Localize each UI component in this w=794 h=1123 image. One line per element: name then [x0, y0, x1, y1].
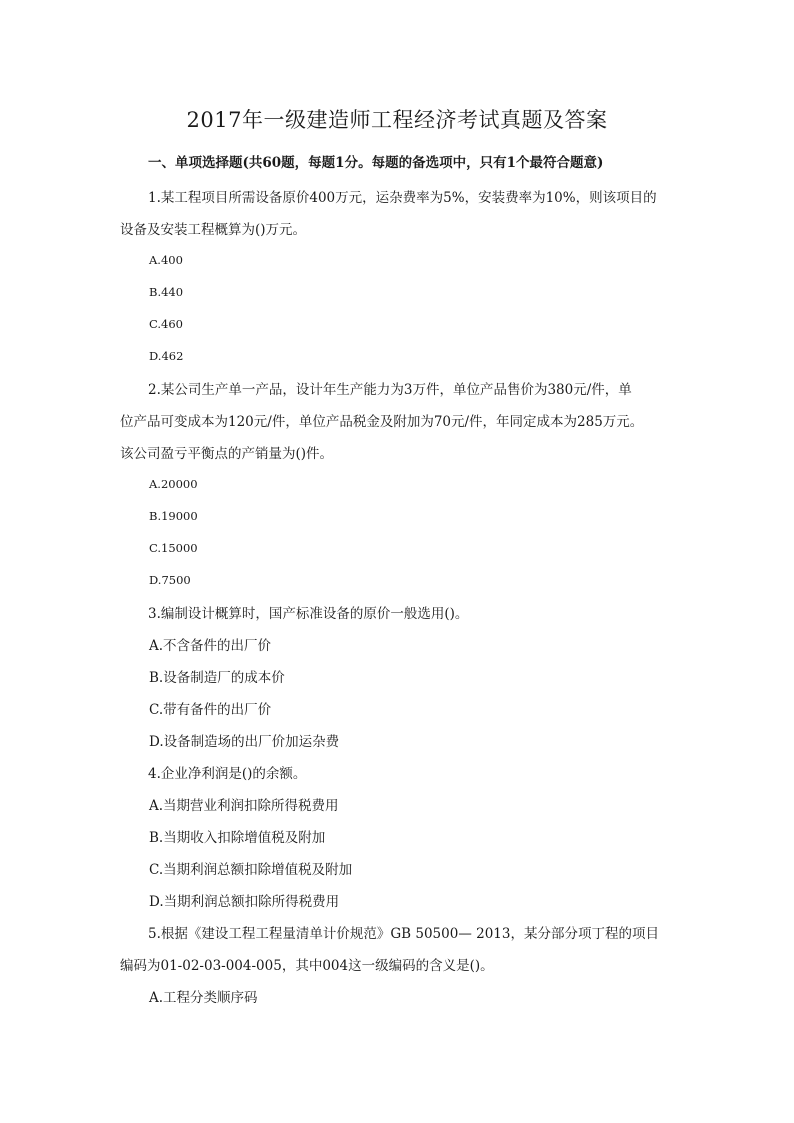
question-4-option-b: B.当期收入扣除增值税及附加: [149, 830, 326, 846]
document-title: 2017年一级建造师工程经济考试真题及答案: [186, 108, 608, 132]
question-1-option-d: D.462: [149, 349, 184, 363]
question-3-option-c: C.带有备件的出厂价: [149, 702, 272, 718]
question-1-option-a: A.400: [149, 253, 183, 267]
question-2-option-a: A.20000: [149, 477, 198, 491]
section-heading: 一、单项选择题(共60题，每题1分。每题的备选项中，只有1个最符合题意): [148, 155, 604, 171]
question-2-line-3: 该公司盈亏平衡点的产销量为()件。: [120, 446, 334, 462]
question-1-option-b: B.440: [149, 285, 184, 299]
question-2-line-2: 位产品可变成本为120元/件，单位产品税金及附加为70元/件，年同定成本为285万元。: [120, 414, 644, 430]
question-1-line-1: 1.某工程项目所需设备原价400万元，运杂费率为5%，安装费率为10%，则该项目的: [148, 190, 657, 206]
question-3-option-a: A.不含备件的出厂价: [149, 638, 272, 654]
question-3-option-b: B.设备制造厂的成本价: [149, 670, 285, 686]
question-1-line-2: 设备及安装工程概算为()万元。: [120, 222, 307, 238]
question-5-line-1: 5.根据《建设工程工程量清单计价规范》GB 50500— 2013，某分部分项丁程的项目: [148, 926, 659, 942]
question-5-line-2: 编码为01-02-03-004-005，其中004这一级编码的含义是()。: [120, 958, 494, 974]
question-4-option-a: A.当期营业利润扣除所得税费用: [149, 798, 339, 814]
question-4-option-c: C.当期利润总额扣除增值税及附加: [149, 862, 353, 878]
question-3-line-1: 3.编制设计概算时，国产标准设备的原价一般选用()。: [148, 606, 469, 622]
question-1-option-c: C.460: [149, 317, 183, 331]
question-2-line-1: 2.某公司生产单一产品，设计年生产能力为3万件，单位产品售价为380元/件，单: [148, 382, 632, 398]
question-2-option-b: B.19000: [149, 509, 198, 523]
question-4-option-d: D.当期利润总额扣除所得税费用: [149, 894, 340, 910]
question-3-option-d: D.设备制造场的出厂价加运杂费: [149, 734, 340, 750]
question-5-option-a: A.工程分类顺序码: [149, 990, 258, 1006]
question-2-option-c: C.15000: [149, 541, 198, 555]
question-4-line-1: 4.企业净利润是()的余额。: [148, 766, 307, 782]
question-2-option-d: D.7500: [149, 573, 191, 587]
